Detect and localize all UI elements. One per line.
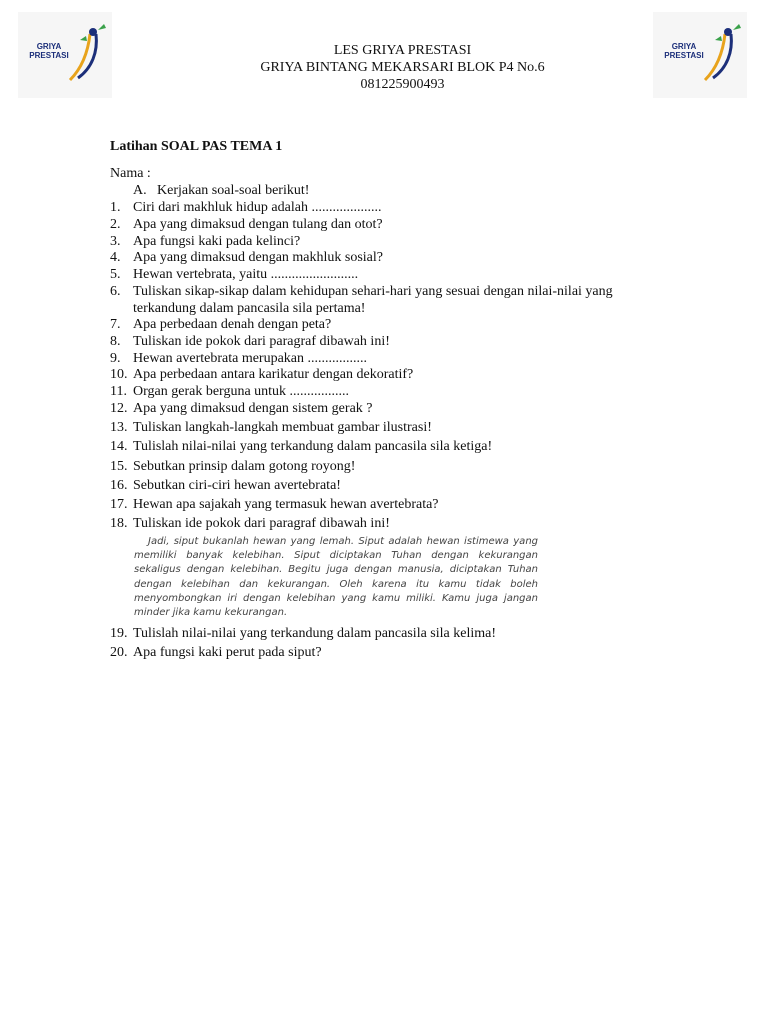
question-text: Hewan apa sajakah yang termasuk hewan avertebrata? — [133, 497, 439, 512]
header-line-2: GRIYA BINTANG MEKARSARI BLOK P4 No.6 — [260, 60, 545, 75]
question-text: Sebutkan ciri-ciri hewan avertebrata! — [133, 478, 341, 493]
logo-text-line1: GRIYA — [671, 42, 697, 51]
question-number: 7. — [110, 317, 121, 332]
question-text: Tuliskan ide pokok dari paragraf dibawah ini! — [133, 516, 390, 531]
header-line-1: LES GRIYA PRESTASI — [333, 43, 472, 58]
question-item — [110, 266, 670, 283]
question-item — [110, 350, 670, 367]
header-line-3: 081225900493 — [360, 77, 445, 92]
question-number: 16. — [110, 478, 128, 493]
question-text: Sebutkan prinsip dalam gotong royong! — [133, 459, 356, 474]
instruction-letter: A. — [133, 183, 147, 198]
question-text: Apa fungsi kaki pada kelinci? — [133, 234, 301, 249]
document-title: Latihan SOAL PAS TEMA 1 — [110, 139, 283, 154]
question-text: Tulislah nilai-nilai yang terkandung dalam pancasila sila kelima! — [133, 626, 497, 641]
question-item — [110, 249, 670, 266]
question-number: 13. — [110, 420, 128, 435]
question-text: Apa yang dimaksud dengan makhluk sosial? — [133, 250, 384, 265]
question-number: 2. — [110, 217, 121, 232]
question-number: 5. — [110, 267, 121, 282]
question-item — [110, 199, 670, 216]
question-text: Hewan avertebrata merupakan ................. — [133, 351, 368, 366]
letterhead — [0, 42, 768, 93]
question-item — [110, 458, 670, 475]
question-item — [110, 400, 670, 417]
instruction-text: Kerjakan soal-soal berikut! — [157, 183, 310, 198]
question-item — [110, 366, 670, 383]
question-text: Tuliskan sikap-sikap dalam kehidupan sehari-hari yang sesuai dengan nilai-nilai yang terkandung dalam pancasila sila pertama! — [133, 284, 613, 316]
logo-text-line2: PRESTASI — [29, 51, 69, 60]
question-number: 3. — [110, 234, 121, 249]
question-item — [110, 477, 670, 494]
question-item — [110, 515, 670, 532]
question-number: 6. — [110, 284, 121, 299]
question-text: Tuliskan langkah-langkah membuat gambar ilustrasi! — [133, 420, 432, 435]
question-text: Hewan vertebrata, yaitu ......................... — [133, 267, 359, 282]
question-text: Apa perbedaan antara karikatur dengan dekoratif? — [133, 367, 414, 382]
question-text: Tulislah nilai-nilai yang terkandung dalam pancasila sila ketiga! — [133, 439, 493, 454]
question-item — [110, 419, 670, 436]
reading-passage: Jadi, siput bukanlah hewan yang lemah. Siput adalah hewan istimewa yang memiliki banyak kelebihan. Siput diciptakan Tuhan dengan kekurangan sekaligus dengan kelebihan. Begitu juga dengan manusia, diciptakan Tuhan dengan kelebihan dan kekurangan. Oleh karena itu kamu tidak boleh menyombongkan iri dengan kelebihan yang kamu miliki. Kamu juga jangan minder jika kamu kekurangan. — [134, 536, 538, 619]
question-item — [110, 644, 670, 661]
question-item — [110, 438, 670, 455]
question-number: 10. — [110, 367, 128, 382]
question-number: 9. — [110, 351, 121, 366]
question-text: Organ gerak berguna untuk ................. — [133, 384, 350, 399]
question-number: 4. — [110, 250, 121, 265]
question-number: 18. — [110, 516, 128, 531]
question-text: Tuliskan ide pokok dari paragraf dibawah ini! — [133, 334, 390, 349]
logo-text-line1: GRIYA — [36, 42, 62, 51]
logo-text-line2: PRESTASI — [664, 51, 704, 60]
question-number: 17. — [110, 497, 128, 512]
question-item — [110, 233, 670, 250]
question-number: 19. — [110, 626, 128, 641]
question-number: 12. — [110, 401, 128, 416]
question-number: 14. — [110, 439, 128, 454]
question-number: 20. — [110, 645, 128, 660]
question-item — [110, 333, 670, 350]
question-text: Apa yang dimaksud dengan sistem gerak ? — [133, 401, 373, 416]
question-item — [110, 625, 670, 642]
question-number: 11. — [110, 384, 127, 399]
question-item — [110, 316, 670, 333]
question-number: 8. — [110, 334, 121, 349]
question-item — [110, 496, 670, 513]
question-item — [110, 216, 670, 233]
instruction — [133, 182, 309, 199]
question-text: Apa fungsi kaki perut pada siput? — [133, 645, 322, 660]
question-number: 1. — [110, 200, 121, 215]
question-text: Ciri dari makhluk hidup adalah .................... — [133, 200, 382, 215]
question-item — [110, 283, 670, 317]
name-field-label: Nama : — [110, 166, 151, 181]
question-number: 15. — [110, 459, 128, 474]
question-item — [110, 383, 670, 400]
question-text: Apa yang dimaksud dengan tulang dan otot? — [133, 217, 383, 232]
question-text: Apa perbedaan denah dengan peta? — [133, 317, 332, 332]
